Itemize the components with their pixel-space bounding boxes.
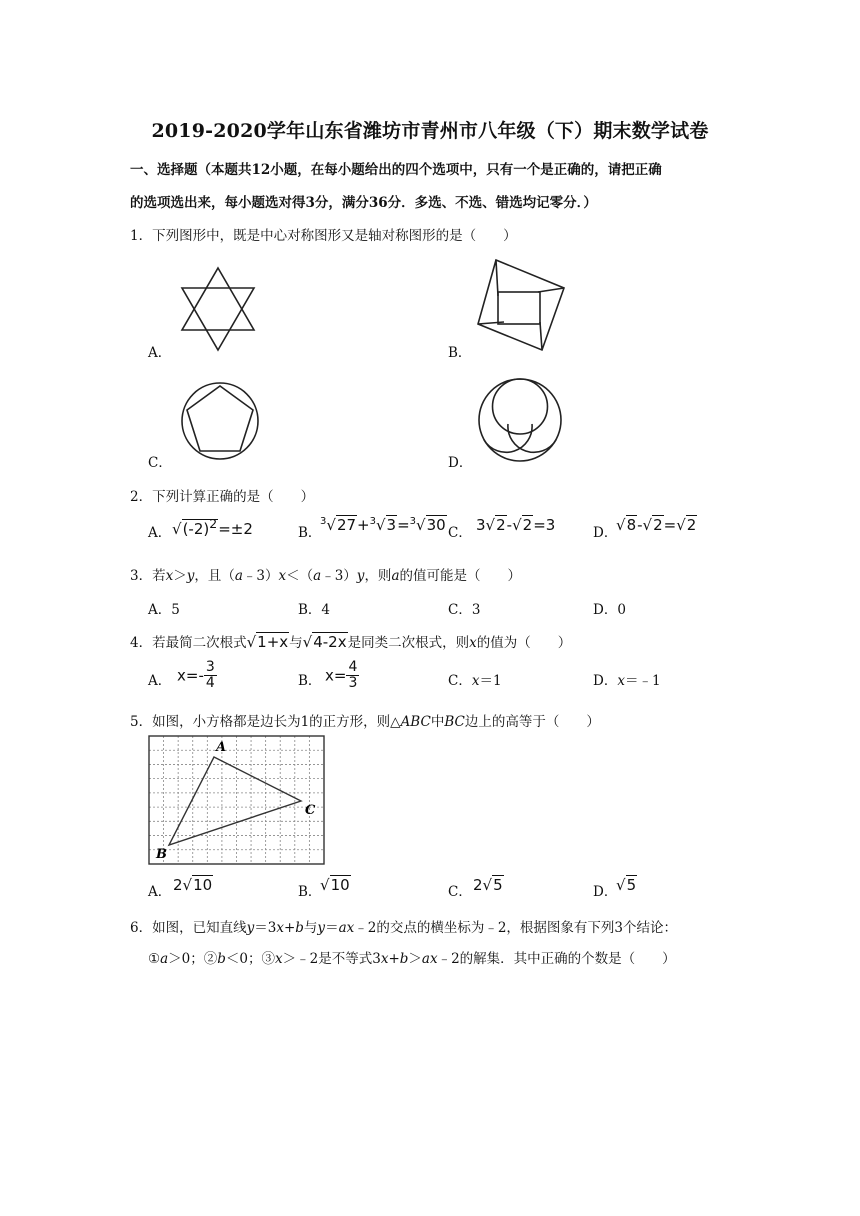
q3-option-a: A．5 <box>148 602 180 618</box>
q6-plus: + <box>283 920 296 936</box>
q6-s3-plus: + <box>388 951 400 967</box>
q4-c-var: x <box>471 673 480 689</box>
q3-option-d: D．0 <box>593 602 626 618</box>
q4-c-label: C． <box>448 673 472 689</box>
q2-b-plus: + <box>357 516 370 534</box>
q6-eq2: ＝ <box>325 920 339 936</box>
q5-a-coefficient: 2 <box>173 876 183 894</box>
q6-s1-a: a <box>160 951 169 967</box>
q2-option-c-label: C． <box>448 525 472 541</box>
q3-var-x: x <box>165 568 174 584</box>
q3-minus1: ﹣3） <box>242 568 279 584</box>
q5-triangle-name: ABC <box>400 714 431 730</box>
q6-s3-x2: x <box>380 951 389 967</box>
q4-b-numerator: 4 <box>348 659 358 675</box>
q6-s2-b: b <box>217 951 226 967</box>
q3-option-b: B．4 <box>298 602 331 618</box>
q2-c-coefficient: 3 <box>476 516 486 534</box>
q2-c-radicand2: 2 <box>522 516 533 534</box>
q3-option-c: C．3 <box>448 602 481 618</box>
q2-option-d-label: D． <box>593 525 618 541</box>
q1-option-a-label: A． <box>148 345 172 361</box>
q6-ax: ax <box>338 920 355 936</box>
q3-stem-mid: ，且（ <box>194 568 235 584</box>
q3-var-y: y <box>186 568 195 584</box>
q5-side-bc: BC <box>444 714 465 730</box>
q4-radicand1: 1+x <box>257 633 289 651</box>
three-arcs-circle-figure <box>476 376 564 464</box>
q2-b-equals: = <box>397 516 410 534</box>
page-title: 2019-2020学年山东省潍坊市青州市八年级（下）期末数学试卷 <box>151 120 709 142</box>
q5-option-b-expr: √10 <box>320 876 350 894</box>
q2-b-index1: 3 <box>320 516 327 527</box>
q6-circled-3: ③ <box>261 951 276 967</box>
q1-option-c-label: C． <box>148 455 172 471</box>
q2-a-result: =±2 <box>218 520 253 538</box>
q5-d-radicand: 5 <box>626 876 637 894</box>
q1-stem: 1．下列图形中，既是中心对称图形又是轴对称图形的是（ ） <box>130 228 517 244</box>
q6-line1 <box>130 916 677 936</box>
q6-line1-end: ﹣2的交点的横坐标为﹣2，根据图象有下列3个结论： <box>354 920 678 936</box>
q6-y2: y <box>317 920 326 936</box>
q4-stem-end: 的值为（ ） <box>476 635 572 651</box>
q4-option-b-expr <box>325 660 359 691</box>
q4-a-fraction <box>204 660 217 691</box>
q4-d-value: ＝﹣1 <box>624 673 661 689</box>
q6-x1: x <box>276 920 284 936</box>
q6-s2-rest: ＜0； <box>225 951 262 967</box>
q6-s3-gt: ＞ <box>408 951 422 967</box>
q4-option-d <box>593 669 661 689</box>
grid-triangle-figure <box>148 735 325 865</box>
q2-option-b-label: B． <box>298 525 322 541</box>
q2-b-index3: 3 <box>409 516 417 527</box>
q4-option-b-label: B． <box>298 673 322 689</box>
q2-a-exponent: 2 <box>209 516 218 531</box>
q6-circled-1: ① <box>148 951 161 967</box>
q5-option-d-expr: √5 <box>616 876 637 894</box>
q4-stem-mid: 是同类二次根式，则 <box>347 635 470 651</box>
q2-d-radicand3: 2 <box>686 516 697 534</box>
q2-b-index2: 3 <box>369 516 376 527</box>
q6-s1-rest: ＞0； <box>168 951 204 967</box>
q4-radical1: √1+x <box>246 633 289 651</box>
q6-line1-pre: 6．如图，已知直线 <box>130 920 247 936</box>
q4-b-fraction <box>346 660 359 691</box>
q2-stem: 2．下列计算正确的是（ ） <box>130 489 315 505</box>
q6-circled-2: ② <box>203 951 218 967</box>
q2-a-radicand: (-2) <box>182 520 210 538</box>
q4-b-prefix: x= <box>325 666 347 685</box>
q3-stem-pre: 3．若 <box>130 568 166 584</box>
q4-radical2: √4-2x <box>302 633 347 651</box>
q2-d-radicand1: 8 <box>626 516 637 534</box>
q4-var-x: x <box>469 635 477 651</box>
q2-c-result: =3 <box>533 516 556 534</box>
q2-b-radicand2: 3 <box>386 516 397 534</box>
q5-a-radicand: 10 <box>193 876 213 894</box>
q4-radicand2: 4-2x <box>313 633 347 651</box>
q6-b1: b <box>295 920 304 936</box>
q2-c-radicand1: 2 <box>496 516 506 534</box>
q4-stem-pre: 4．若最简二次根式 <box>130 635 247 651</box>
q4-a-denominator: 4 <box>205 675 215 691</box>
pinwheel-square-figure <box>476 258 568 354</box>
q5-b-radicand: 10 <box>330 876 350 894</box>
q3-var-a2: a <box>313 568 322 584</box>
q4-conj: 与 <box>289 635 303 651</box>
q5-option-c-label: C． <box>448 884 472 900</box>
q2-d-minus: - <box>637 516 643 534</box>
q3-stem <box>130 564 521 584</box>
q5-stem-end: 边上的高等于（ ） <box>464 714 600 730</box>
q4-stem <box>130 631 571 651</box>
q2-d-radicand2: 2 <box>653 516 663 534</box>
q2-b-radicand3: 30 <box>426 516 446 534</box>
q3-var-x2: x <box>278 568 287 584</box>
q3-var-a3: a <box>391 568 400 584</box>
q2-option-a-label: A． <box>148 525 172 541</box>
q5-c-radicand: 5 <box>493 876 503 894</box>
pentagon-in-circle-figure <box>178 379 262 463</box>
q4-option-a-expr <box>177 660 217 691</box>
q6-with: 与 <box>303 920 318 936</box>
q3-var-y2: y <box>356 568 365 584</box>
q6-s3-ax: ax <box>421 951 438 967</box>
q3-stem-end: 的值可能是（ ） <box>399 568 521 584</box>
point-c-label: C <box>305 803 316 818</box>
q6-eq1: ＝3 <box>254 920 277 936</box>
q2-b-radicand1: 27 <box>336 516 357 534</box>
q1-option-b-label: B． <box>448 345 472 361</box>
q2-c-minus: - <box>506 516 513 534</box>
q6-s3-x: x <box>275 951 283 967</box>
point-b-label: B <box>156 847 167 862</box>
q4-a-numerator: 3 <box>205 659 215 675</box>
q5-option-d-label: D． <box>593 884 618 900</box>
point-a-label: A <box>216 740 227 755</box>
q3-then: ，则 <box>364 568 392 584</box>
q3-gt: ＞ <box>173 568 187 584</box>
q5-option-a-expr: 2√10 <box>173 876 213 894</box>
q6-s3-b: b <box>399 951 409 967</box>
q3-var-a1: a <box>234 568 243 584</box>
q5-stem-mid: 中 <box>430 714 445 730</box>
q5-stem <box>130 710 600 730</box>
q3-lt: ＜（ <box>286 568 314 584</box>
q6-s3-end: ﹣2的解集．其中正确的个数是（ ） <box>437 951 676 967</box>
q6-line2 <box>148 947 676 967</box>
q5-stem-pre: 5．如图，小方格都是边长为1的正方形，则△ <box>130 714 401 730</box>
q2-option-a-expr: $√(-2)^2=\pm 2$ <box>172 516 253 538</box>
q4-c-value: ＝1 <box>479 673 502 689</box>
hexagram-figure <box>175 264 261 352</box>
q5-c-coefficient: 2 <box>473 876 483 894</box>
q5-option-a-label: A． <box>148 884 172 900</box>
q2-d-equals: = <box>663 516 677 534</box>
q2-option-c-expr: 3√2-√2=3 <box>476 516 556 534</box>
q2-option-d-expr: √8-√2=√2 <box>616 516 697 534</box>
q5-option-b-label: B． <box>298 884 322 900</box>
q4-option-a-label: A． <box>148 673 172 689</box>
q5-option-c-expr: 2√5 <box>473 876 503 894</box>
q4-a-prefix: x=- <box>177 666 204 685</box>
q1-option-d-label: D． <box>448 455 473 471</box>
section-header-line1: 一、选择题（本题共12小题，在每小题给出的四个选项中，只有一个是正确的，请把正确 <box>130 162 662 178</box>
q2-option-b-expr: $^3$√27+$^3$√3=$^3$√30 <box>320 516 446 534</box>
q4-b-denominator: 3 <box>348 675 358 691</box>
q3-minus2: ﹣3） <box>321 568 357 584</box>
q4-d-var: x <box>617 673 625 689</box>
q6-s3-mid: ＞﹣2是不等式3 <box>282 951 381 967</box>
section-header-line2: 的选项选出来，每小题选对得3分，满分36分．多选、不选、错选均记零分．） <box>130 195 597 211</box>
q4-option-c <box>448 669 502 689</box>
q6-y1: y <box>246 920 255 936</box>
q4-d-label: D． <box>593 673 618 689</box>
